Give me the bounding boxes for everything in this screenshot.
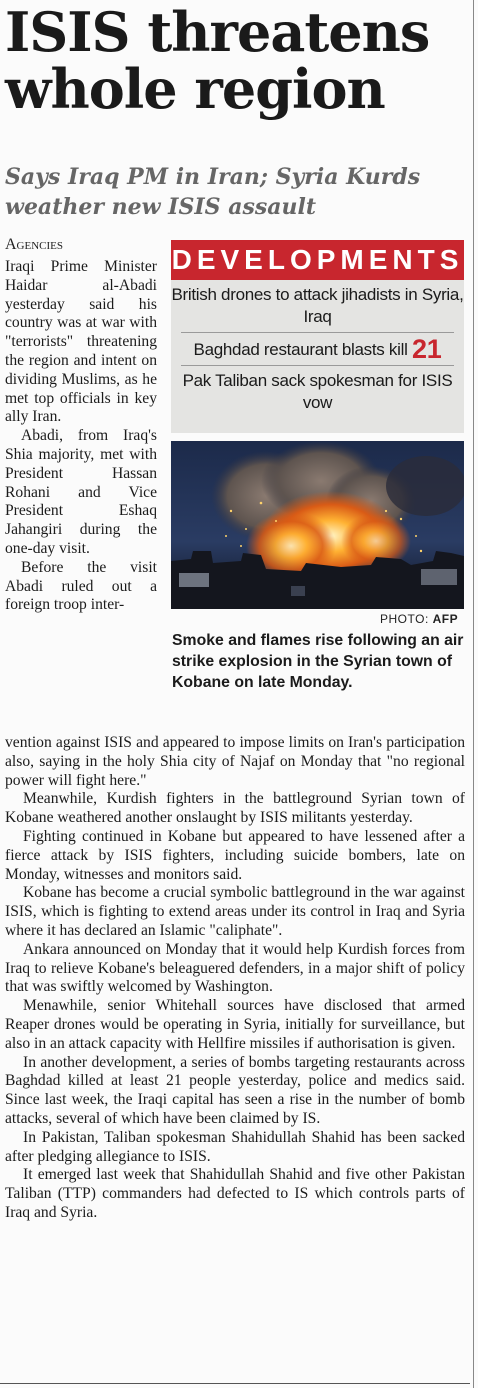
paragraph-3-end: vention against ISIS and appeared to impose limits on Iran's participation also, saying in the holy Shia city of Najaf on Monday that "no regional power will fight here." (5, 734, 465, 789)
paragraph-5: Fighting continued in Kobane but appeared to have lessened after a fierce attack by ISIS fighters, including suicide bombers, late on Monday, witnesses and monitors said. (5, 827, 465, 883)
byline: Agencies (5, 236, 63, 253)
paragraph-4: Meanwhile, Kurdish fighters in the battleground Syrian town of Kobane weathered another onslaught by ISIS militants yesterday. (5, 790, 465, 827)
paragraph-11: It emerged last week that Shahidullah Shahid and five other Pakistan Taliban (TTP) commanders had defected to IS which controls parts of Iraq and Syria. (5, 1166, 465, 1221)
paragraph-10: In Pakistan, Taliban spokesman Shahidullah Shahid has been sacked after pledging allegiance to ISIS. (5, 1128, 465, 1165)
paragraph-7: Ankara announced on Monday that it would help Kurdish forces from Iraq to relieve Kobane's beleaguered defenders, in a major shift of policy that was swiftly welcomed by Washington. (5, 940, 465, 996)
article-full-width (5, 734, 465, 1223)
paragraph-8: Menawhile, senior Whitehall sources have disclosed that armed Reaper drones would be operating in Syria, initially for surveillance, but also in an attack capacity with Hellfire missiles if authorisation is given. (5, 997, 465, 1052)
developments-box (171, 240, 464, 433)
death-toll-number: 21 (412, 334, 442, 364)
explosion-photo (171, 441, 464, 609)
article-left-column (5, 258, 157, 615)
development-item-baghdad (171, 333, 464, 365)
bottom-rule (0, 1383, 470, 1384)
developments-header: DEVELOPMENTS (171, 240, 464, 280)
photo-credit (380, 612, 458, 626)
paragraph-2: Abadi, from Iraq's Shia majority, met with President Hassan Rohani and Vice President Eshaq Jahangiri during the one-day visit. (5, 427, 157, 557)
development-item-drones: British drones to attack jihadists in Syria, Iraq (171, 285, 464, 326)
development-item-taliban: Pak Taliban sack spokesman for ISIS vow (182, 371, 453, 412)
paragraph-9: In another development, a series of bombs targeting restaurants across Baghdad killed at least 21 people yesterday, police and medics said. Since last week, the Iraqi capital has seen a rise in the number of bomb attacks, several of which have been claimed by IS. (5, 1053, 465, 1127)
development-item-baghdad-text: Baghdad restaurant blasts kill (193, 340, 408, 359)
subheadline: Says Iraq PM in Iran; Syria Kurds weather new ISIS assault (5, 164, 421, 220)
photo-credit-label: PHOTO: (380, 612, 429, 626)
paragraph-3-start: Before the visit Abadi ruled out a foreign troop inter- (5, 558, 157, 614)
photo-caption: Smoke and flames rise following an air strike explosion in the Syrian town of Kobane on late Monday. (172, 632, 464, 691)
kobane-explosion-image (171, 441, 464, 609)
paragraph-6: Kobane has become a crucial symbolic battleground in the war against ISIS, which is fighting to extend areas under its control in Iraq and Syria where it has declared an Islamic "caliphate". (5, 884, 465, 939)
column-rule (473, 0, 474, 1388)
photo-credit-source: AFP (432, 612, 459, 626)
headline: ISIS threatens whole region (5, 0, 430, 121)
paragraph-1: Iraqi Prime Minister Haidar al-Abadi yesterday said his country was at war with "terrorists" threatening the region and intent on dividing Muslims, as he met top officials in key ally Iran. (5, 258, 157, 426)
